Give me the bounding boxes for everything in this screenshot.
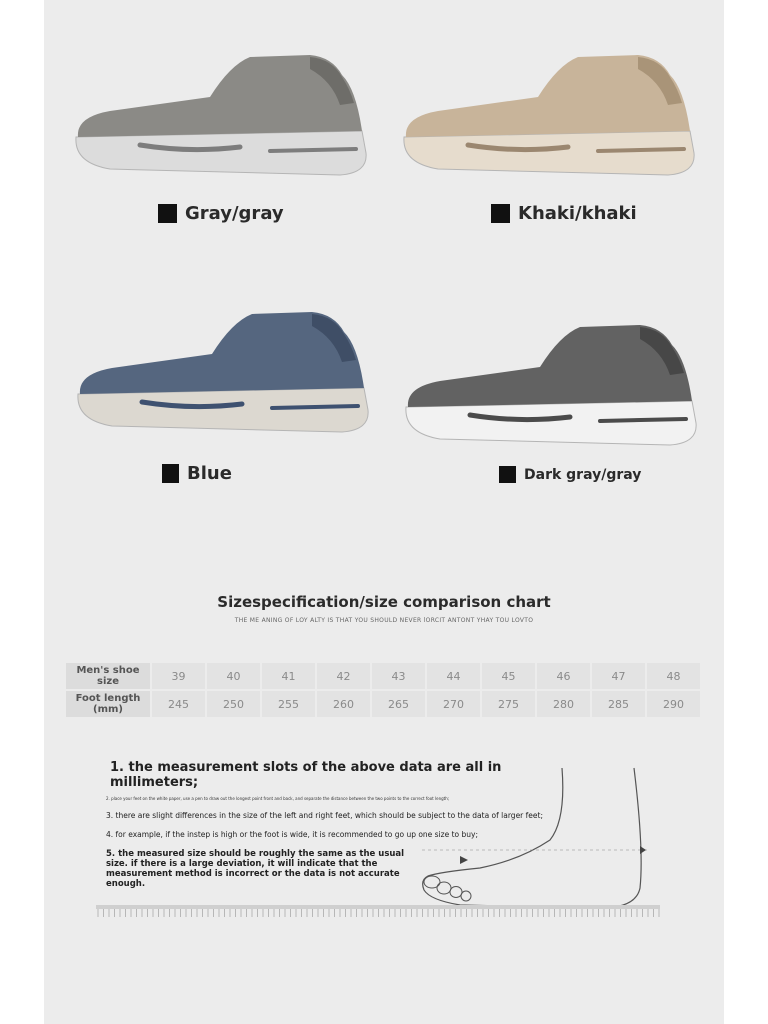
- table-cell: 275: [482, 691, 535, 717]
- table-cell: 44: [427, 663, 480, 689]
- shoe-sole: [404, 131, 694, 175]
- table-cell: 260: [317, 691, 370, 717]
- table-cell: 42: [317, 663, 370, 689]
- color-label-khaki: [491, 203, 637, 224]
- table-cell: 45: [482, 663, 535, 689]
- shoe-sole: [78, 388, 368, 432]
- note-2: 2. place your feet on the white paper, use a pen to draw out the longest point front and back, and separate the distance between the two points to the correct foot length;: [106, 796, 450, 801]
- shoe-sole: [406, 401, 696, 445]
- color-label-text: Dark gray/gray: [524, 466, 642, 483]
- note-5: 5. the measured size should be roughly the same as the usual size. if there is a large deviation, it will indicate that the measurement method is incorrect or the data is not accurate enough.: [106, 849, 405, 889]
- shoe-accent-stripe: [600, 419, 686, 421]
- table-cell: 250: [207, 691, 260, 717]
- shoe-accent-stripe: [598, 149, 684, 151]
- table-cell: 255: [262, 691, 315, 717]
- table-cell: 290: [647, 691, 700, 717]
- table-cell: 46: [537, 663, 590, 689]
- color-label-text: Gray/gray: [185, 203, 284, 224]
- color-label-gray: [158, 203, 284, 224]
- shoe-image-dark-gray: [400, 315, 700, 455]
- table-cell: 270: [427, 691, 480, 717]
- shoe-image-khaki: [398, 45, 698, 185]
- color-label-text: Khaki/khaki: [518, 203, 637, 224]
- shoe-image-gray: [70, 45, 370, 185]
- color-swatch: [499, 466, 516, 483]
- shoe-accent-stripe: [272, 406, 358, 408]
- table-cell: 48: [647, 663, 700, 689]
- table-cell: 47: [592, 663, 645, 689]
- color-label-blue: [162, 463, 232, 484]
- table-cell: 245: [152, 691, 205, 717]
- table-cell: 41: [262, 663, 315, 689]
- color-label-dark-gray: [499, 466, 641, 483]
- color-label-text: Blue: [187, 463, 232, 484]
- note-3: 3. there are slight differences in the size of the left and right feet, which should be subject to the data of larger feet;: [106, 811, 543, 820]
- note-4: 4. for example, if the instep is high or the foot is wide, it is recommended to go up one size to buy;: [106, 830, 479, 839]
- note-1: 1. the measurement slots of the above data are all in millimeters;: [110, 760, 502, 790]
- size-table: [64, 661, 702, 719]
- foot-outline-icon: [400, 760, 670, 910]
- ruler-graphic: [96, 905, 660, 923]
- table-cell: 265: [372, 691, 425, 717]
- shoe-image-blue: [72, 302, 372, 442]
- table-cell: 39: [152, 663, 205, 689]
- color-swatch: [491, 204, 510, 223]
- table-row: [66, 691, 700, 717]
- table-cell: 40: [207, 663, 260, 689]
- table-cell: 43: [372, 663, 425, 689]
- color-swatch: [158, 204, 177, 223]
- row-header-foot-length: Foot length (mm): [66, 691, 150, 717]
- table-cell: 285: [592, 691, 645, 717]
- shoe-sole: [76, 131, 366, 175]
- shoe-accent-stripe: [270, 149, 356, 151]
- size-chart-title: Sizespecification/size comparison chart: [217, 593, 551, 611]
- table-row: [66, 663, 700, 689]
- size-chart-subtitle: THE ME ANING OF LOY ALTY IS THAT YOU SHOULD NEVER lORCIT ANTONT YHAY TOU LOVTO: [234, 617, 534, 624]
- row-header-shoe-size: Men's shoe size: [66, 663, 150, 689]
- table-cell: 280: [537, 691, 590, 717]
- color-swatch: [162, 464, 179, 483]
